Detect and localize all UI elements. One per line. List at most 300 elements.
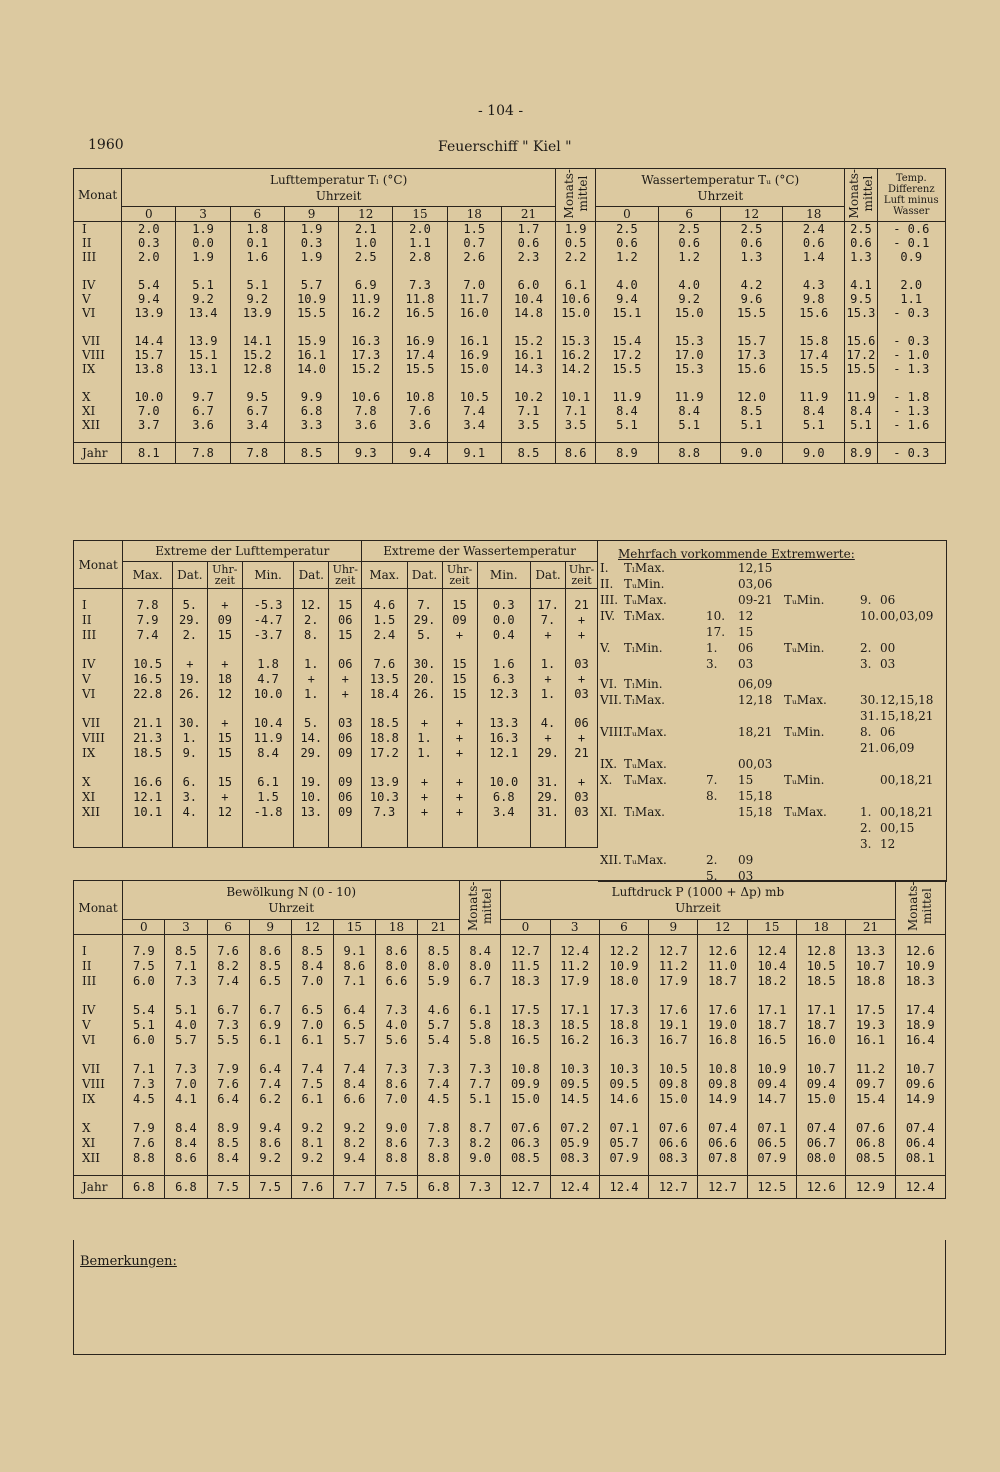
pressure-cell: 15.0	[797, 1091, 846, 1106]
pressure-cell: 14.7	[747, 1091, 796, 1106]
pressure-cell: 09.4	[797, 1076, 846, 1091]
pressure-cell: 18.0	[599, 973, 648, 988]
cloud-mean-cell: 9.0	[460, 1150, 501, 1165]
water-extremes-title: Extreme der Wassertemperatur	[362, 541, 598, 562]
pressure-cell: 07.6	[649, 1106, 698, 1135]
pressure-cell: 12.7	[698, 1176, 747, 1199]
water-mean-cell: 2.5	[845, 222, 877, 237]
cloud-cell: 7.9	[207, 1047, 249, 1076]
water-extreme-cell: 1.	[407, 745, 442, 760]
pressure-cell: 12.7	[649, 935, 698, 959]
pressure-title: Luftdruck P (1000 + Δp) mb	[611, 885, 785, 899]
spacer-cell	[74, 432, 122, 443]
water-extreme-cell: 06	[566, 701, 598, 730]
month-cell: VIII	[74, 348, 122, 362]
air-extreme-cell: 16.5	[123, 671, 172, 686]
cloud-cell: 5.4	[123, 988, 165, 1017]
pressure-mean-cell: 16.4	[895, 1032, 945, 1047]
cloud-mean-cell: 7.3	[460, 1176, 501, 1199]
pressure-cell: 16.8	[698, 1032, 747, 1047]
air-temp-cell: 1.9	[176, 222, 230, 237]
month-cell: VIII	[74, 1076, 123, 1091]
air-extreme-cell: 09	[329, 760, 362, 789]
air-temp-cell: 5.1	[230, 264, 284, 292]
table-row	[74, 418, 946, 432]
air-extreme-cell: 1.	[172, 730, 207, 745]
cloud-cell: 7.3	[418, 1047, 460, 1076]
pressure-cell: 12.4	[599, 1176, 648, 1199]
cloud-cell: 6.0	[123, 1032, 165, 1047]
air-temp-cell: 13.9	[122, 306, 176, 320]
air-temp-cell: 8.5	[501, 443, 555, 464]
cloud-cell: 7.0	[165, 1076, 207, 1091]
multiple-extreme-entry: 21.	[860, 741, 880, 755]
spacer-cell	[284, 432, 338, 443]
air-mean-cell: 1.9	[556, 222, 596, 237]
water-extreme-cell: +	[531, 730, 566, 745]
cloud-cell: 6.8	[418, 1176, 460, 1199]
spacer-cell	[172, 819, 207, 848]
cloud-cell: 8.8	[123, 1150, 165, 1165]
month-cell: II	[74, 958, 123, 973]
water-mean-cell: 8.4	[845, 404, 877, 418]
month-cell: Jahr	[74, 1176, 123, 1199]
water-mean-cell: 4.1	[845, 264, 877, 292]
pressure-cell: 06.6	[649, 1135, 698, 1150]
water-temp-cell: 15.1	[596, 306, 658, 320]
pressure-cell: 16.0	[797, 1032, 846, 1047]
spacer-cell	[531, 819, 566, 848]
pressure-cell: 12.2	[599, 935, 648, 959]
cloud-cell: 8.5	[418, 935, 460, 959]
air-temp-cell: 15.2	[501, 320, 555, 348]
cloud-cell: 4.5	[123, 1091, 165, 1106]
pressure-cell: 18.3	[501, 973, 550, 988]
cloud-cell: 7.9	[123, 935, 165, 959]
table-row	[74, 222, 946, 237]
spacer-row	[74, 1165, 946, 1176]
water-extreme-cell: +	[566, 760, 598, 789]
cloud-cell: 8.4	[207, 1150, 249, 1165]
air-temp-cell: 13.9	[230, 306, 284, 320]
pressure-cell: 12.5	[747, 1176, 796, 1199]
pressure-cell: 11.5	[501, 958, 550, 973]
pressure-mean-cell: 18.3	[895, 973, 945, 988]
cloud-cell: 7.3	[165, 973, 207, 988]
air-temp-cell: 9.9	[284, 376, 338, 404]
cloud-cell: 9.4	[333, 1150, 375, 1165]
air-temp-cell: 2.5	[339, 250, 393, 264]
cloud-cell: 6.1	[249, 1032, 291, 1047]
temp-diff-cell: 0.9	[877, 250, 945, 264]
pressure-cell: 07.8	[698, 1150, 747, 1165]
water-extreme-cell: +	[531, 671, 566, 686]
cloud-cell: 5.7	[333, 1032, 375, 1047]
air-extreme-cell: 10.4	[242, 701, 293, 730]
water-extreme-cell: 6.8	[477, 789, 531, 804]
air-extreme-cell: 8.	[294, 627, 329, 642]
cloud-mean-cell: 6.7	[460, 973, 501, 988]
air-temp-cell: 14.1	[230, 320, 284, 348]
water-extreme-cell: 2.4	[362, 627, 407, 642]
air-temp-cell: 10.8	[393, 376, 447, 404]
multiple-extreme-entry: I.	[600, 561, 609, 575]
air-extreme-cell: -3.7	[242, 627, 293, 642]
air-temp-cell: 14.3	[501, 362, 555, 376]
cloud-mean-cell: 8.2	[460, 1135, 501, 1150]
temp-diff-cell: - 0.3	[877, 443, 945, 464]
cloud-hour-header: 15	[333, 920, 375, 935]
pressure-cell: 07.1	[747, 1106, 796, 1135]
spacer-cell	[176, 432, 230, 443]
pressure-cell: 08.5	[846, 1150, 895, 1165]
water-temp-cell: 9.6	[720, 292, 782, 306]
extreme-max-header: Max.	[362, 562, 407, 589]
table-row	[74, 1091, 946, 1106]
temp-diff-cell: - 1.8	[877, 376, 945, 404]
water-temp-cell: 17.4	[783, 348, 845, 362]
cloud-cell: 7.9	[123, 1106, 165, 1135]
water-extreme-cell: 29.	[407, 612, 442, 627]
air-water-temperature-table	[73, 168, 946, 464]
air-temp-cell: 3.4	[230, 418, 284, 432]
pressure-cell: 19.3	[846, 1017, 895, 1032]
air-temperature-title: Lufttemperatur Tₗ (°C)	[269, 172, 408, 187]
air-temp-cell: 3.4	[447, 418, 501, 432]
cloud-mean-cell: 8.0	[460, 958, 501, 973]
water-temp-cell: 8.5	[720, 404, 782, 418]
air-extreme-cell: +	[329, 686, 362, 701]
pressure-mean-cell: 07.4	[895, 1106, 945, 1135]
water-extreme-cell: +	[442, 745, 477, 760]
multiple-extreme-entry: 31.	[860, 709, 880, 723]
multiple-extreme-entry: TᵤMax.	[784, 693, 827, 707]
temp-diff-cell: - 0.3	[877, 306, 945, 320]
air-temp-cell: 10.4	[501, 292, 555, 306]
cloud-mean-cell: 5.8	[460, 1017, 501, 1032]
water-extreme-cell: +	[442, 789, 477, 804]
spacer-cell	[207, 819, 242, 848]
air-temp-cell: 6.7	[176, 404, 230, 418]
cloud-cell: 9.2	[249, 1150, 291, 1165]
cloud-cell: 7.3	[375, 988, 417, 1017]
temp-diff-cell: - 1.3	[877, 404, 945, 418]
multiple-extreme-entry: 2.	[860, 641, 872, 655]
cloud-cell: 8.6	[249, 935, 291, 959]
water-extreme-cell: 26.	[407, 686, 442, 701]
cloud-cell: 7.4	[249, 1076, 291, 1091]
air-extreme-cell: 13.	[294, 804, 329, 819]
water-temp-cell: 9.0	[720, 443, 782, 464]
pressure-cell: 06.6	[698, 1135, 747, 1150]
cloud-cell: 6.8	[165, 1176, 207, 1199]
water-extreme-cell: 15	[442, 671, 477, 686]
spacer-cell	[230, 432, 284, 443]
water-temp-cell: 15.4	[596, 320, 658, 348]
cloud-mean-cell: 5.1	[460, 1091, 501, 1106]
air-extreme-cell: 18.5	[123, 745, 172, 760]
air-extreme-cell: 1.	[294, 686, 329, 701]
multiple-extreme-entry: 12,15,18	[880, 693, 934, 707]
air-extreme-cell: 1.8	[242, 642, 293, 671]
air-extreme-cell: 22.8	[123, 686, 172, 701]
cloud-monthly-mean-header: Monats-mittel	[466, 881, 495, 931]
spacer-cell	[339, 432, 393, 443]
cloud-cell: 9.2	[291, 1150, 333, 1165]
air-temp-cell: 2.3	[501, 250, 555, 264]
pressure-mean-cell: 12.4	[895, 1176, 945, 1199]
multiple-extreme-entry: 00	[880, 641, 896, 655]
multiple-extreme-entry: TᵤMin.	[784, 593, 825, 607]
air-temp-cell: 12.8	[230, 362, 284, 376]
water-extreme-cell: +	[407, 804, 442, 819]
multiple-extreme-entry: 03,06	[738, 577, 773, 591]
pressure-cell: 12.7	[501, 1176, 550, 1199]
water-temp-cell: 15.5	[720, 306, 782, 320]
table-row	[74, 804, 598, 819]
pressure-cell: 17.9	[550, 973, 599, 988]
cloud-cell: 7.3	[418, 1135, 460, 1150]
air-temp-cell: 14.8	[501, 306, 555, 320]
air-extreme-cell: +	[207, 789, 242, 804]
cloud-cell: 5.1	[123, 1017, 165, 1032]
air-temp-cell: 2.1	[339, 222, 393, 237]
cloud-cell: 7.5	[249, 1176, 291, 1199]
air-temp-cell: 1.5	[447, 222, 501, 237]
air-temp-cell: 11.7	[447, 292, 501, 306]
water-mean-cell: 15.6	[845, 320, 877, 348]
multiple-extreme-entry: 06	[880, 725, 896, 739]
cloud-cell: 9.2	[333, 1106, 375, 1135]
air-temp-cell: 7.8	[230, 443, 284, 464]
cloud-cell: 8.2	[333, 1135, 375, 1150]
air-mean-cell: 6.1	[556, 264, 596, 292]
water-hour-header: 6	[658, 207, 720, 222]
pressure-cell: 12.8	[797, 935, 846, 959]
water-temp-cell: 15.3	[658, 362, 720, 376]
water-temp-cell: 9.2	[658, 292, 720, 306]
month-cell: III	[74, 250, 122, 264]
air-extreme-cell: 12	[207, 686, 242, 701]
pressure-uhrzeit-label: Uhrzeit	[675, 901, 721, 915]
pressure-cell: 17.9	[649, 973, 698, 988]
cloud-cell: 8.6	[375, 1135, 417, 1150]
pressure-cell: 13.3	[846, 935, 895, 959]
water-extreme-cell: 03	[566, 804, 598, 819]
multiple-extreme-entry: 03	[738, 657, 754, 671]
air-temp-cell: 6.8	[284, 404, 338, 418]
air-temp-cell: 2.0	[393, 222, 447, 237]
spacer-cell	[122, 432, 176, 443]
air-temp-cell: 0.0	[176, 236, 230, 250]
table-row	[74, 1032, 946, 1047]
multiple-extreme-entry: TᵤMax.	[624, 725, 667, 739]
air-extreme-cell: 15	[207, 745, 242, 760]
air-hour-header: 15	[393, 207, 447, 222]
cloud-cell: 7.3	[375, 1047, 417, 1076]
water-extreme-cell: 7.	[407, 589, 442, 613]
air-temp-cell: 7.8	[176, 443, 230, 464]
air-extreme-cell: 12.	[294, 589, 329, 613]
pressure-cell: 10.7	[846, 958, 895, 973]
water-temp-cell: 0.6	[596, 236, 658, 250]
water-extreme-cell: 21	[566, 745, 598, 760]
air-temp-cell: 1.6	[230, 250, 284, 264]
air-extreme-cell: 10.1	[123, 804, 172, 819]
air-extreme-cell: +	[207, 701, 242, 730]
air-temp-cell: 2.6	[447, 250, 501, 264]
table-row	[74, 1047, 946, 1076]
extreme-dat-header: Dat.	[172, 562, 207, 589]
spacer-cell	[596, 432, 658, 443]
water-temp-cell: 15.8	[783, 320, 845, 348]
spacer-cell	[407, 819, 442, 848]
cloud-cell: 8.8	[375, 1150, 417, 1165]
water-extreme-cell: 15	[442, 642, 477, 671]
water-extreme-cell: 12.1	[477, 745, 531, 760]
multiple-extreme-entry: TᵤMax.	[784, 805, 827, 819]
pressure-cell: 16.3	[599, 1032, 648, 1047]
multiple-extreme-entry: 18,21	[738, 725, 773, 739]
page-number: - 104 -	[478, 103, 524, 119]
pressure-cell: 11.2	[649, 958, 698, 973]
air-extreme-cell: +	[294, 671, 329, 686]
air-temp-cell: 16.1	[284, 348, 338, 362]
multiple-extreme-entry: VIII.	[600, 725, 627, 739]
extreme-dat-header: Dat.	[294, 562, 329, 589]
cloud-hour-header: 0	[123, 920, 165, 935]
multiple-extreme-entry: 03	[738, 869, 754, 883]
water-mean-cell: 1.3	[845, 250, 877, 264]
cloud-cell: 7.6	[123, 1135, 165, 1150]
water-temp-cell: 1.3	[720, 250, 782, 264]
air-extreme-cell: 26.	[172, 686, 207, 701]
pressure-cell: 15.0	[649, 1091, 698, 1106]
month-cell: I	[74, 589, 123, 613]
multiple-extreme-entry: V.	[600, 641, 611, 655]
pressure-cell: 17.1	[747, 988, 796, 1017]
air-extreme-cell: 29.	[172, 612, 207, 627]
pressure-cell: 16.2	[550, 1032, 599, 1047]
water-extreme-cell: +	[407, 760, 442, 789]
cloud-mean-cell: 8.7	[460, 1106, 501, 1135]
cloud-cell: 8.6	[165, 1150, 207, 1165]
air-temp-cell: 16.9	[447, 348, 501, 362]
spacer-cell	[123, 819, 172, 848]
pressure-cell: 17.3	[599, 988, 648, 1017]
spacer-cell	[501, 1165, 550, 1176]
air-temp-cell: 2.8	[393, 250, 447, 264]
multiple-extreme-entry: 15,18	[738, 805, 773, 819]
water-temp-cell: 15.5	[783, 362, 845, 376]
cloud-hour-header: 18	[375, 920, 417, 935]
air-extreme-cell: 21.3	[123, 730, 172, 745]
air-temp-cell: 16.1	[501, 348, 555, 362]
water-extreme-cell: 31.	[531, 760, 566, 789]
air-extreme-cell: 10.	[294, 789, 329, 804]
table-row	[74, 320, 946, 348]
cloud-cell: 7.1	[123, 1047, 165, 1076]
cloud-cell: 7.7	[333, 1176, 375, 1199]
air-extreme-cell: 8.4	[242, 745, 293, 760]
cloud-cell: 6.6	[375, 973, 417, 988]
pressure-cell: 18.3	[501, 1017, 550, 1032]
month-cell: VII	[74, 1047, 123, 1076]
month-cell: IX	[74, 1091, 123, 1106]
month-cell: IV	[74, 988, 123, 1017]
pressure-cell: 07.4	[797, 1106, 846, 1135]
pressure-cell: 12.4	[550, 935, 599, 959]
air-extreme-cell: 15	[207, 730, 242, 745]
cloud-cell: 4.0	[165, 1017, 207, 1032]
air-temp-cell: 1.9	[284, 250, 338, 264]
pressure-cell: 10.5	[797, 958, 846, 973]
table-row	[74, 292, 946, 306]
pressure-cell: 14.6	[599, 1091, 648, 1106]
extreme-uhrzeit-header: Uhr-zeit	[566, 562, 598, 589]
multiple-extreme-entry: IX.	[600, 757, 618, 771]
multiple-extreme-entry: 15	[738, 625, 754, 639]
water-mean-cell: 15.3	[846, 306, 876, 321]
extreme-min-header: Min.	[242, 562, 293, 589]
spacer-cell	[362, 819, 407, 848]
cloud-hour-header: 6	[207, 920, 249, 935]
spacer-cell	[74, 1165, 123, 1176]
multiple-extreme-entry: 3.	[706, 657, 718, 671]
cloud-pressure-table	[73, 880, 946, 1199]
water-temp-cell: 9.8	[783, 292, 845, 306]
cloud-month-header: Monat	[74, 881, 123, 935]
multiple-extreme-entry: 00,03,09	[880, 609, 934, 623]
air-extreme-cell: 09	[329, 804, 362, 819]
water-temp-cell: 2.4	[783, 222, 845, 237]
water-temp-cell: 0.6	[658, 236, 720, 250]
station-title: Feuerschiff " Kiel "	[438, 139, 572, 155]
water-extreme-cell: 03	[566, 642, 598, 671]
multiple-extreme-entry: TₗMin.	[624, 641, 663, 655]
pressure-cell: 07.6	[846, 1106, 895, 1135]
cloud-cell: 7.4	[207, 973, 249, 988]
month-cell: VI	[74, 306, 122, 320]
air-extreme-cell: 15	[207, 760, 242, 789]
month-cell: X	[74, 1106, 123, 1135]
cloud-hour-header: 9	[249, 920, 291, 935]
spacer-cell	[720, 432, 782, 443]
spacer-cell	[477, 819, 531, 848]
air-temp-cell: 16.1	[447, 320, 501, 348]
month-cell: VII	[74, 701, 123, 730]
spacer-cell	[375, 1165, 417, 1176]
month-cell: Jahr	[74, 443, 122, 464]
air-temp-cell: 10.2	[501, 376, 555, 404]
air-temp-cell: 10.9	[284, 292, 338, 306]
air-temp-cell: 16.3	[339, 320, 393, 348]
pressure-cell: 09.5	[550, 1076, 599, 1091]
multiple-extreme-entry: X.	[600, 773, 613, 787]
cloud-cell: 8.5	[207, 1135, 249, 1150]
air-temp-cell: 3.7	[122, 418, 176, 432]
extreme-uhrzeit-header: Uhr-zeit	[207, 562, 242, 589]
pressure-cell: 19.1	[649, 1017, 698, 1032]
table-row	[74, 1076, 946, 1091]
pressure-cell: 10.7	[797, 1047, 846, 1076]
water-temp-cell: 4.3	[783, 264, 845, 292]
pressure-cell: 17.5	[501, 988, 550, 1017]
spacer-cell	[698, 1165, 747, 1176]
air-temp-cell: 1.9	[284, 222, 338, 237]
water-temp-cell: 15.5	[596, 362, 658, 376]
water-extreme-cell: 18.5	[362, 701, 407, 730]
